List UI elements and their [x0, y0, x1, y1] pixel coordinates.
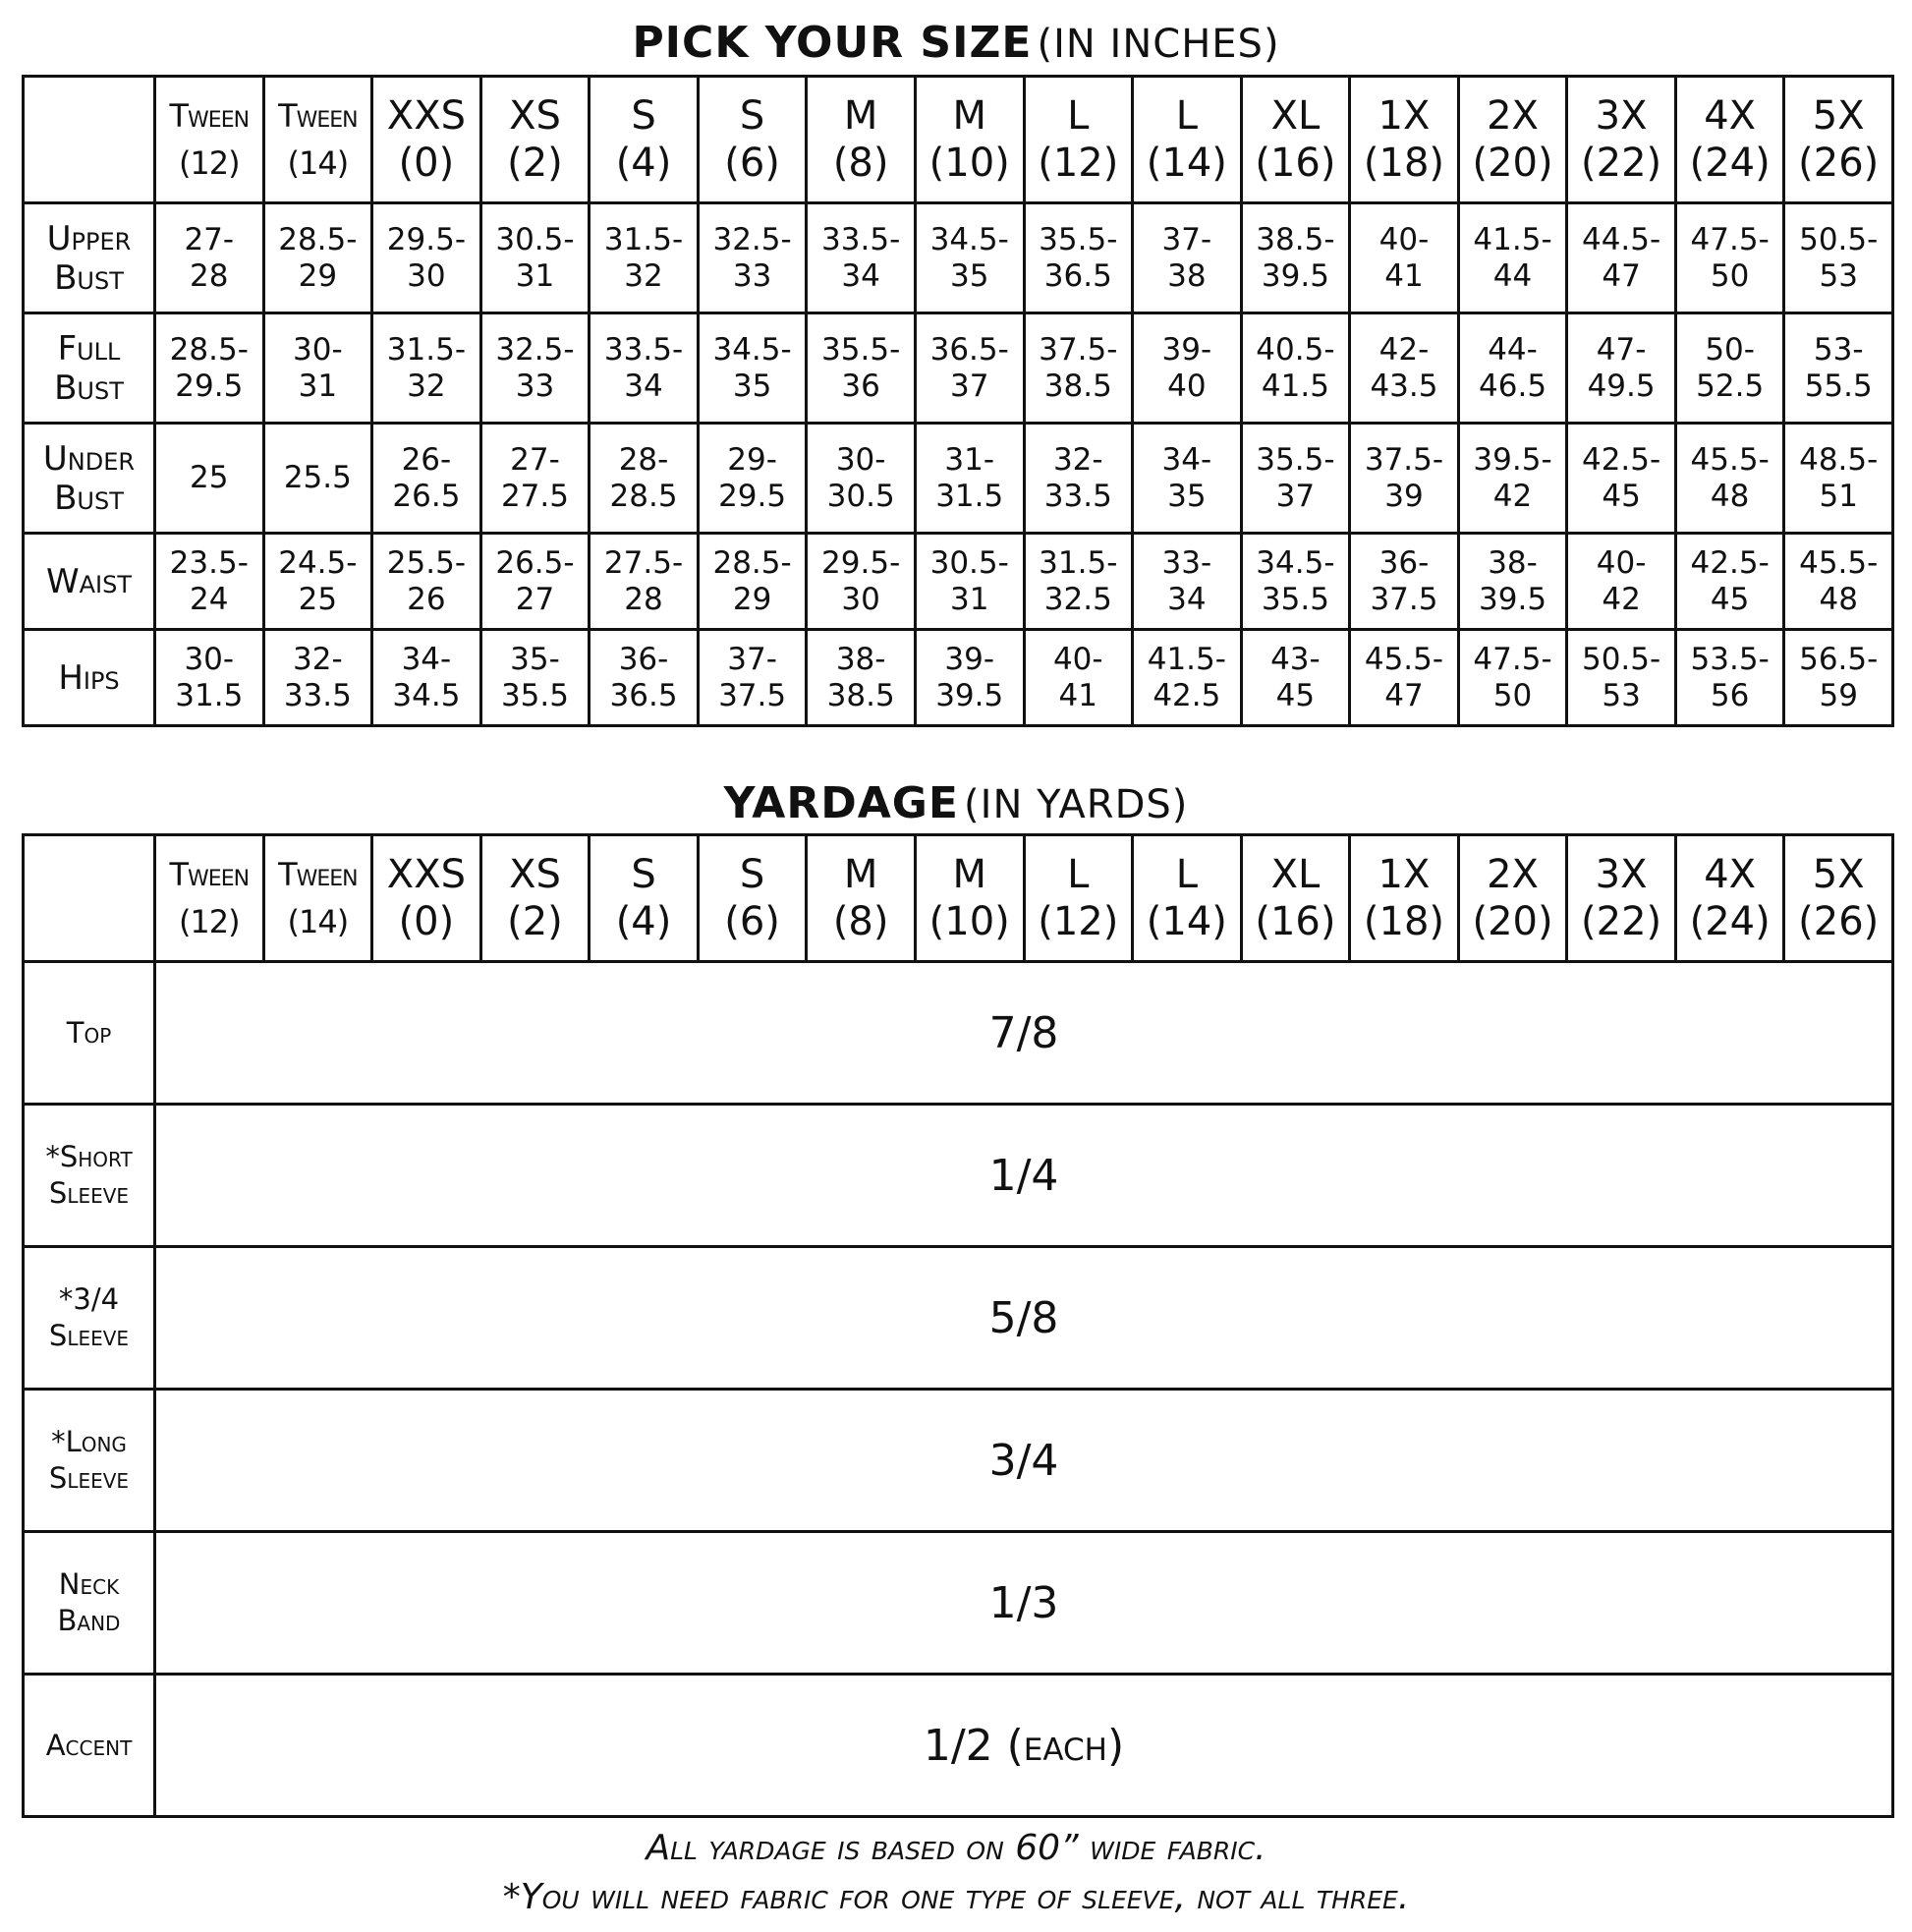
yardage-row [24, 1105, 1893, 1247]
measurement-cell: 53- 55.5 [1784, 313, 1893, 424]
measurement-cell: 26.5- 27 [480, 534, 590, 630]
measurement-cell: 37.5- 38.5 [1024, 313, 1133, 424]
measurement-cell: 40- 42 [1567, 534, 1676, 630]
measurement-cell: 29.5- 30 [372, 203, 481, 313]
measurement-cell: 28.5- 29 [263, 203, 372, 313]
measurement-cell: 35.5- 37 [1241, 424, 1350, 534]
measurement-cell: 33- 34 [1133, 534, 1242, 630]
measurement-cell: 35- 35.5 [480, 630, 590, 726]
measurement-cell: 28.5- 29 [698, 534, 807, 630]
measurement-cell: 25.5- 26 [372, 534, 481, 630]
corner-cell [24, 835, 155, 962]
size-chart-title-main: PICK YOUR SIZE [632, 18, 1033, 68]
measurement-row [24, 203, 1893, 313]
measurement-cell: 27.5- 28 [590, 534, 699, 630]
measurement-cell: 56.5- 59 [1784, 630, 1893, 726]
size-header-cell: XS (2) [480, 835, 590, 962]
size-header-cell: 3X (22) [1567, 835, 1676, 962]
measurement-cell: 27- 27.5 [480, 424, 590, 534]
size-header-cell: L (14) [1133, 77, 1242, 203]
measurement-cell: 37.5- 39 [1350, 424, 1459, 534]
yardage-label: *Short Sleeve [24, 1105, 155, 1247]
measurement-cell: 41.5- 44 [1458, 203, 1567, 313]
corner-cell [24, 77, 155, 203]
measurement-cell: 33.5- 34 [590, 313, 699, 424]
size-header-cell: XL (16) [1241, 77, 1350, 203]
size-header-cell: 5X (26) [1784, 835, 1893, 962]
size-header-cell: Tween (14) [263, 77, 372, 203]
sleeve-note: *You will need fabric for one type of sleeve, not all three. [502, 1877, 1410, 1917]
size-header-cell: 3X (22) [1567, 77, 1676, 203]
measurement-cell: 39- 39.5 [915, 630, 1024, 726]
measurement-cell: 47- 49.5 [1567, 313, 1676, 424]
size-header-cell: 2X (20) [1458, 835, 1567, 962]
measurement-cell: 42.5- 45 [1567, 424, 1676, 534]
measurement-cell: 36- 36.5 [590, 630, 699, 726]
measurement-cell: 45.5- 48 [1784, 534, 1893, 630]
measurement-cell: 41.5- 42.5 [1133, 630, 1242, 726]
size-header-cell: L (12) [1024, 77, 1133, 203]
size-header-cell: 4X (24) [1675, 835, 1784, 962]
size-header-cell: XL (16) [1241, 835, 1350, 962]
yardage-row [24, 962, 1893, 1105]
size-header-cell: XXS (0) [372, 835, 481, 962]
measurement-cell: 47.5- 50 [1458, 630, 1567, 726]
measurement-cell: 28- 28.5 [590, 424, 699, 534]
measurement-cell: 29.5- 30 [807, 534, 916, 630]
measurement-cell: 38- 38.5 [807, 630, 916, 726]
measurement-cell: 39- 40 [1133, 313, 1242, 424]
yardage-value: 5/8 [155, 1247, 1893, 1390]
yardage-note: All yardage is based on 60” wide fabric. [646, 1828, 1266, 1868]
measurement-cell: 50- 52.5 [1675, 313, 1784, 424]
yardage-label: Accent [24, 1675, 155, 1817]
measurement-cell: 39.5- 42 [1458, 424, 1567, 534]
size-header-cell: M (8) [807, 835, 916, 962]
measurement-cell: 35.5- 36 [807, 313, 916, 424]
measurement-label: Full Bust [24, 313, 155, 424]
measurement-cell: 30- 31.5 [155, 630, 264, 726]
yardage-table [22, 833, 1894, 1818]
yardage-row [24, 1390, 1893, 1532]
yardage-value: 7/8 [155, 962, 1893, 1105]
measurement-cell: 25 [155, 424, 264, 534]
measurement-cell: 33.5- 34 [807, 203, 916, 313]
measurement-label: Upper Bust [24, 203, 155, 313]
measurement-row [24, 534, 1893, 630]
size-header-cell: M (10) [915, 835, 1024, 962]
measurement-cell: 34- 34.5 [372, 630, 481, 726]
size-header-cell: S (4) [590, 77, 699, 203]
size-chart-title-unit: (IN INCHES) [1037, 22, 1280, 67]
yardage-title-main: YARDAGE [723, 778, 959, 828]
measurement-cell: 32.5- 33 [698, 203, 807, 313]
size-header-cell: S (4) [590, 835, 699, 962]
measurement-row [24, 630, 1893, 726]
measurement-cell: 35.5- 36.5 [1024, 203, 1133, 313]
size-chart-title [0, 18, 1912, 68]
measurement-cell: 34- 35 [1133, 424, 1242, 534]
measurement-cell: 50.5- 53 [1784, 203, 1893, 313]
size-header-cell: 2X (20) [1458, 77, 1567, 203]
measurement-cell: 45.5- 48 [1675, 424, 1784, 534]
measurement-cell: 47.5- 50 [1675, 203, 1784, 313]
measurement-cell: 30.5- 31 [915, 534, 1024, 630]
yardage-label: *Long Sleeve [24, 1390, 155, 1532]
measurement-label: Hips [24, 630, 155, 726]
measurement-cell: 28.5- 29.5 [155, 313, 264, 424]
measurement-cell: 32- 33.5 [1024, 424, 1133, 534]
measurement-cell: 45.5- 47 [1350, 630, 1459, 726]
size-header-cell: 1X (18) [1350, 835, 1459, 962]
size-header-cell: 4X (24) [1675, 77, 1784, 203]
size-header-cell: XXS (0) [372, 77, 481, 203]
measurement-cell: 23.5- 24 [155, 534, 264, 630]
measurement-cell: 37- 37.5 [698, 630, 807, 726]
measurement-cell: 31- 31.5 [915, 424, 1024, 534]
measurement-cell: 26- 26.5 [372, 424, 481, 534]
measurement-label: Waist [24, 534, 155, 630]
yardage-header-row [24, 835, 1893, 962]
size-header-cell: 5X (26) [1784, 77, 1893, 203]
yardage-value: 1/3 [155, 1532, 1893, 1675]
size-header-cell: S (6) [698, 77, 807, 203]
yardage-row [24, 1675, 1893, 1817]
measurement-cell: 37- 38 [1133, 203, 1242, 313]
size-header-cell: Tween (14) [263, 835, 372, 962]
yardage-title-unit: (IN YARDS) [964, 782, 1189, 827]
measurement-cell: 29- 29.5 [698, 424, 807, 534]
measurement-cell: 36- 37.5 [1350, 534, 1459, 630]
measurement-cell: 38.5- 39.5 [1241, 203, 1350, 313]
measurement-cell: 43- 45 [1241, 630, 1350, 726]
measurement-cell: 44.5- 47 [1567, 203, 1676, 313]
yardage-label: Neck Band [24, 1532, 155, 1675]
measurement-cell: 30.5- 31 [480, 203, 590, 313]
size-header-cell: L (12) [1024, 835, 1133, 962]
measurement-cell: 31.5- 32 [590, 203, 699, 313]
measurement-cell: 40.5- 41.5 [1241, 313, 1350, 424]
measurement-cell: 34.5- 35 [915, 203, 1024, 313]
yardage-row [24, 1247, 1893, 1390]
measurement-cell: 34.5- 35.5 [1241, 534, 1350, 630]
size-header-cell: Tween (12) [155, 835, 264, 962]
yardage-value: 1/2 (each) [155, 1675, 1893, 1817]
size-header-row [24, 77, 1893, 203]
size-header-cell: XS (2) [480, 77, 590, 203]
measurement-cell: 31.5- 32 [372, 313, 481, 424]
measurement-cell: 30- 30.5 [807, 424, 916, 534]
size-header-cell: S (6) [698, 835, 807, 962]
yardage-value: 3/4 [155, 1390, 1893, 1532]
yardage-label: *3/4 Sleeve [24, 1247, 155, 1390]
size-header-cell: M (8) [807, 77, 916, 203]
measurement-cell: 24.5- 25 [263, 534, 372, 630]
yardage-value: 1/4 [155, 1105, 1893, 1247]
size-chart-table [22, 75, 1894, 727]
size-header-cell: M (10) [915, 77, 1024, 203]
measurement-cell: 25.5 [263, 424, 372, 534]
measurement-cell: 34.5- 35 [698, 313, 807, 424]
yardage-label: Top [24, 962, 155, 1105]
measurement-cell: 53.5- 56 [1675, 630, 1784, 726]
measurement-cell: 30- 31 [263, 313, 372, 424]
yardage-row [24, 1532, 1893, 1675]
measurement-cell: 42.5- 45 [1675, 534, 1784, 630]
measurement-cell: 42- 43.5 [1350, 313, 1459, 424]
measurement-cell: 31.5- 32.5 [1024, 534, 1133, 630]
measurement-cell: 32.5- 33 [480, 313, 590, 424]
measurement-cell: 44- 46.5 [1458, 313, 1567, 424]
measurement-cell: 36.5- 37 [915, 313, 1024, 424]
measurement-cell: 38- 39.5 [1458, 534, 1567, 630]
yardage-title [0, 778, 1912, 828]
size-header-cell: L (14) [1133, 835, 1242, 962]
size-header-cell: Tween (12) [155, 77, 264, 203]
measurement-cell: 50.5- 53 [1567, 630, 1676, 726]
measurement-cell: 40- 41 [1024, 630, 1133, 726]
size-header-cell: 1X (18) [1350, 77, 1459, 203]
measurement-cell: 40- 41 [1350, 203, 1459, 313]
measurement-cell: 48.5- 51 [1784, 424, 1893, 534]
measurement-cell: 27- 28 [155, 203, 264, 313]
measurement-row [24, 424, 1893, 534]
measurement-row [24, 313, 1893, 424]
measurement-label: Under Bust [24, 424, 155, 534]
measurement-cell: 32- 33.5 [263, 630, 372, 726]
